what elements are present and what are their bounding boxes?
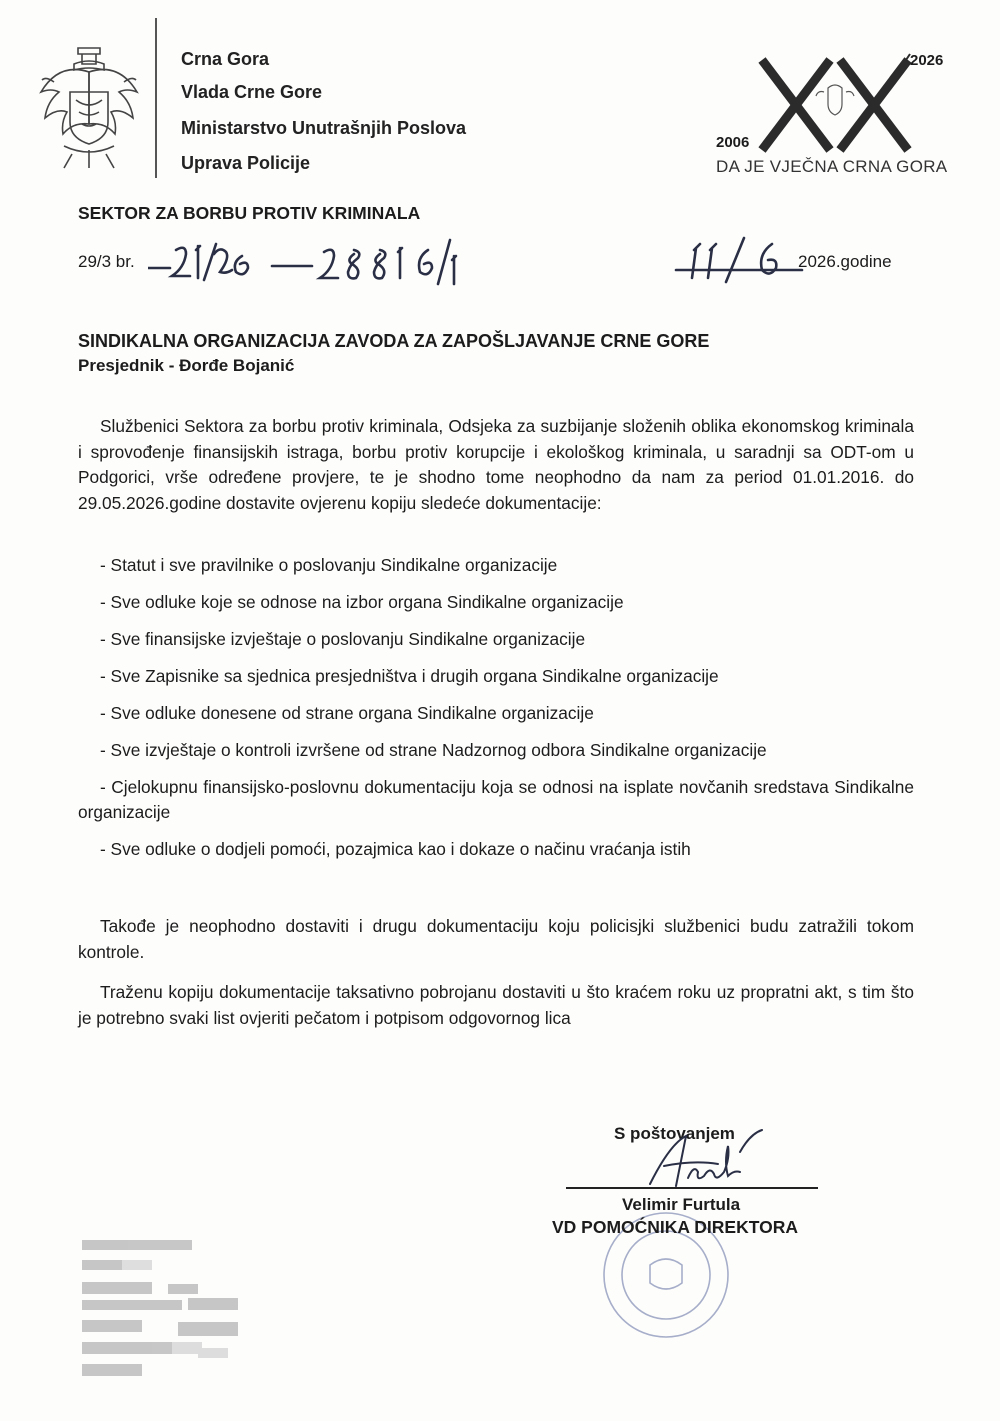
jubilee-year-end: 2026 <box>910 52 944 69</box>
signer-name: Velimir Furtula <box>622 1195 741 1214</box>
sector-heading: SEKTOR ZA BORBU PROTIV KRIMINALA <box>78 203 421 223</box>
recipient-organization: SINDIKALNA ORGANIZACIJA ZAVODA ZA ZAPOŠLJAVANJE CRNE GORE <box>78 331 710 351</box>
list-item: - Cjelokupnu finansijsko-poslovnu dokumentaciju koja se odnosi na isplate novčanih sredstava Sindikalne organizacije <box>78 777 914 822</box>
list-item: - Statut i sve pravilnike o poslovanju Sindikalne organizacije <box>100 555 558 575</box>
list-item: - Sve odluke koje se odnose na izbor organa Sindikalne organizacije <box>100 592 624 612</box>
jubilee-year-start: 2006 <box>716 134 750 151</box>
list-item: - Sve izvještaje o kontroli izvršene od strane Nadzornog odbora Sindikalne organizacije <box>100 740 767 760</box>
handwritten-signature <box>630 1122 780 1202</box>
signature-line <box>566 1187 818 1189</box>
submission-instructions-paragraph: Traženu kopiju dokumentacije taksativno pobrojanu dostaviti u što kraćem roku uz propratni akt, s tim što je potrebno svaki list ovjeriti pečatom i potpisom odgovornog lica <box>78 982 914 1028</box>
recipient-president: Presjednik - Đorđe Bojanić <box>78 356 295 375</box>
intro-paragraph: Službenici Sektora za borbu protiv kriminala, Odsjeka za suzbijanje složenih oblika ekonomskog kriminala i sprovođenje finansijskih istraga, borbu protiv korupcije i ekološkog kriminala, u saradnji sa ODT-om u Podgorici, vrše određene provjere, te je shodno tome neophodno da nam za period 01.01.2016. do 29.05.2026.godine dostavite ovjerenu kopiju sledeće dokumentacije: <box>78 416 914 513</box>
government-name: Vlada Crne Gore <box>181 82 323 102</box>
list-item: - Sve Zapisnike sa sjednica presjedništva i drugih organa Sindikalne organizacije <box>100 666 719 686</box>
required-documents-list <box>78 553 914 874</box>
list-item: - Sve odluke donesene od strane organa Sindikalne organizacije <box>100 703 594 723</box>
list-item: - Sve finansijske izvještaje o poslovanju Sindikalne organizacije <box>100 629 586 649</box>
country-name: Crna Gora <box>181 49 270 69</box>
closing-regards: S poštovanjem <box>614 1124 735 1143</box>
header-divider <box>155 18 157 178</box>
montenegro-coat-of-arms-icon <box>34 42 144 172</box>
handwritten-reference-number <box>148 226 493 296</box>
list-item: - Sve odluke o dodjeli pomoći, pozajmica kao i dokaze o načinu vraćanja istih <box>100 839 691 859</box>
redacted-block <box>78 1238 258 1388</box>
reference-prefix: 29/3 br. <box>78 252 135 271</box>
signer-title: VD POMOĆNIKA DIREKTORA <box>552 1217 798 1237</box>
jubilee-motto: DA JE VJEČNA CRNA GORA <box>716 157 948 176</box>
date-year-suffix: 2026.godine <box>798 252 892 271</box>
handwritten-date <box>672 230 812 290</box>
additional-documents-paragraph: Takođe je neophodno dostaviti i drugu dokumentaciju koju policisjki službenici budu zatražili tokom kontrole. <box>78 916 914 962</box>
agency-name: Uprava Policije <box>181 153 311 173</box>
ministry-name: Ministarstvo Unutrašnjih Poslova <box>181 118 467 138</box>
